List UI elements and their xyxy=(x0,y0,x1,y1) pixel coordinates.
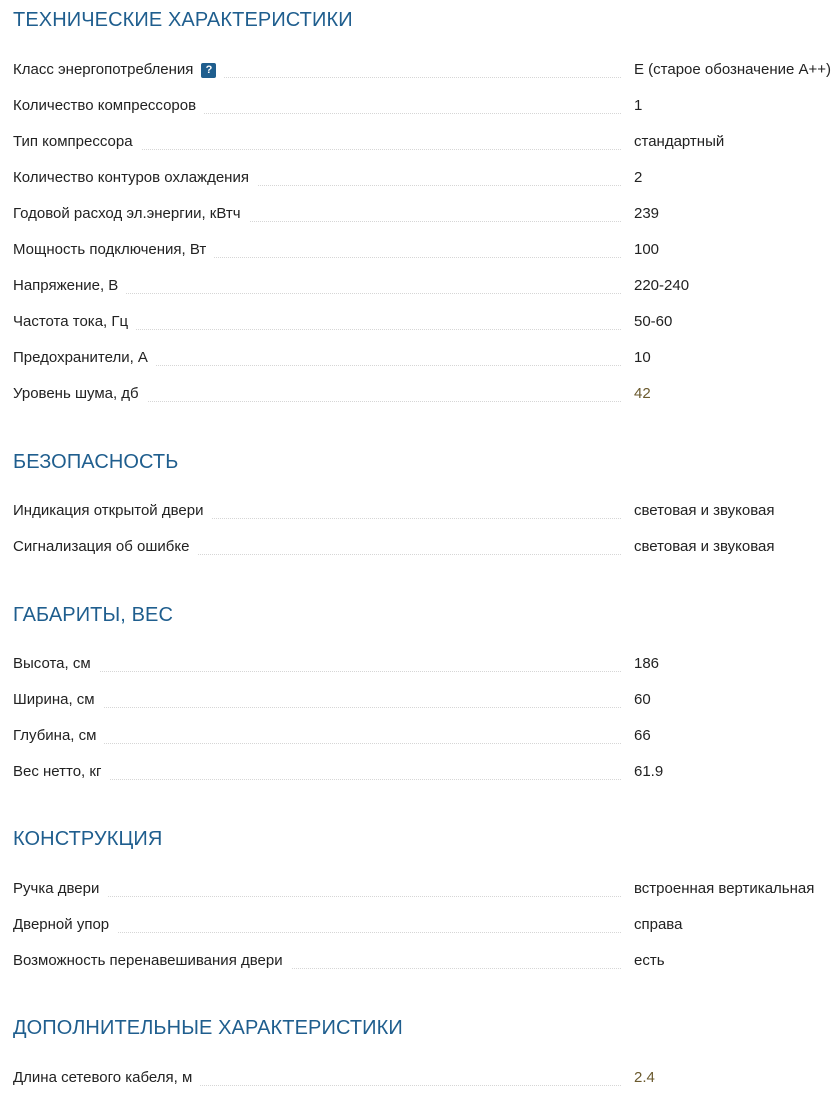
spec-label: Частота тока, Гц xyxy=(13,312,136,332)
spec-row xyxy=(0,204,835,226)
spec-row xyxy=(0,240,835,262)
spec-label: Уровень шума, дб xyxy=(13,384,147,404)
spec-value: E (старое обозначение A++) xyxy=(634,61,832,78)
spec-label: Напряжение, В xyxy=(13,276,126,296)
spec-label: Сигнализация об ошибке xyxy=(13,537,197,557)
spec-label-text: Класс энергопотребления xyxy=(13,61,194,78)
spec-row xyxy=(0,762,835,784)
spec-value: 2 xyxy=(634,169,643,186)
spec-value: 60 xyxy=(634,691,651,708)
spec-label: Дверной упор xyxy=(13,915,117,935)
spec-value: встроенная вертикальная xyxy=(634,880,815,897)
spec-label: Вес нетто, кг xyxy=(13,762,109,782)
spec-row xyxy=(0,501,835,523)
spec-label: Количество компрессоров xyxy=(13,96,204,116)
spec-label: Количество контуров охлаждения xyxy=(13,168,257,188)
spec-value: стандартный xyxy=(634,133,725,150)
section-title: БЕЗОПАСНОСТЬ xyxy=(13,451,179,473)
spec-value: световая и звуковая xyxy=(634,502,775,519)
spec-row xyxy=(0,168,835,190)
spec-row xyxy=(0,276,835,298)
spec-label: Годовой расход эл.энергии, кВтч xyxy=(13,204,249,224)
spec-value: 66 xyxy=(634,727,651,744)
dotted-leader xyxy=(13,671,621,672)
spec-label: Глубина, см xyxy=(13,726,104,746)
spec-value: справа xyxy=(634,916,683,933)
spec-value: 186 xyxy=(634,655,660,672)
spec-row xyxy=(0,348,835,370)
spec-row xyxy=(0,537,835,559)
spec-row xyxy=(0,60,835,82)
spec-row xyxy=(0,915,835,937)
spec-label: Ручка двери xyxy=(13,879,107,899)
spec-label: Возможность перенавешивания двери xyxy=(13,951,291,971)
spec-value: 61.9 xyxy=(634,763,664,780)
spec-label: Высота, см xyxy=(13,654,99,674)
spec-row xyxy=(0,726,835,748)
section-title: ГАБАРИТЫ, ВЕС xyxy=(13,604,174,626)
spec-label: Тип компрессора xyxy=(13,132,141,152)
spec-row xyxy=(0,879,835,901)
spec-label: Ширина, см xyxy=(13,690,103,710)
spec-value: есть xyxy=(634,952,665,969)
spec-row xyxy=(0,132,835,154)
spec-value: 10 xyxy=(634,349,651,366)
section-title: КОНСТРУКЦИЯ xyxy=(13,828,163,850)
spec-label: Длина сетевого кабеля, м xyxy=(13,1068,200,1088)
spec-label xyxy=(13,60,224,80)
spec-row xyxy=(0,384,835,406)
spec-value: 1 xyxy=(634,97,643,114)
spec-value: 50-60 xyxy=(634,313,673,330)
spec-value: 42 xyxy=(634,385,651,402)
spec-row xyxy=(0,654,835,676)
section-title: ДОПОЛНИТЕЛЬНЫЕ ХАРАКТЕРИСТИКИ xyxy=(13,1017,403,1039)
spec-value: 2.4 xyxy=(634,1069,655,1086)
spec-row xyxy=(0,690,835,712)
spec-label: Индикация открытой двери xyxy=(13,501,211,521)
spec-row xyxy=(0,312,835,334)
spec-row xyxy=(0,96,835,118)
spec-label: Мощность подключения, Вт xyxy=(13,240,214,260)
spec-value: 239 xyxy=(634,205,660,222)
spec-value: световая и звуковая xyxy=(634,538,775,555)
dotted-leader xyxy=(13,707,621,708)
spec-value: 220-240 xyxy=(634,277,690,294)
spec-row xyxy=(0,1068,835,1090)
section-title: ТЕХНИЧЕСКИЕ ХАРАКТЕРИСТИКИ xyxy=(13,9,353,31)
spec-row xyxy=(0,951,835,973)
spec-value: 100 xyxy=(634,241,660,258)
help-icon[interactable]: ? xyxy=(201,63,216,78)
spec-label: Предохранители, А xyxy=(13,348,156,368)
